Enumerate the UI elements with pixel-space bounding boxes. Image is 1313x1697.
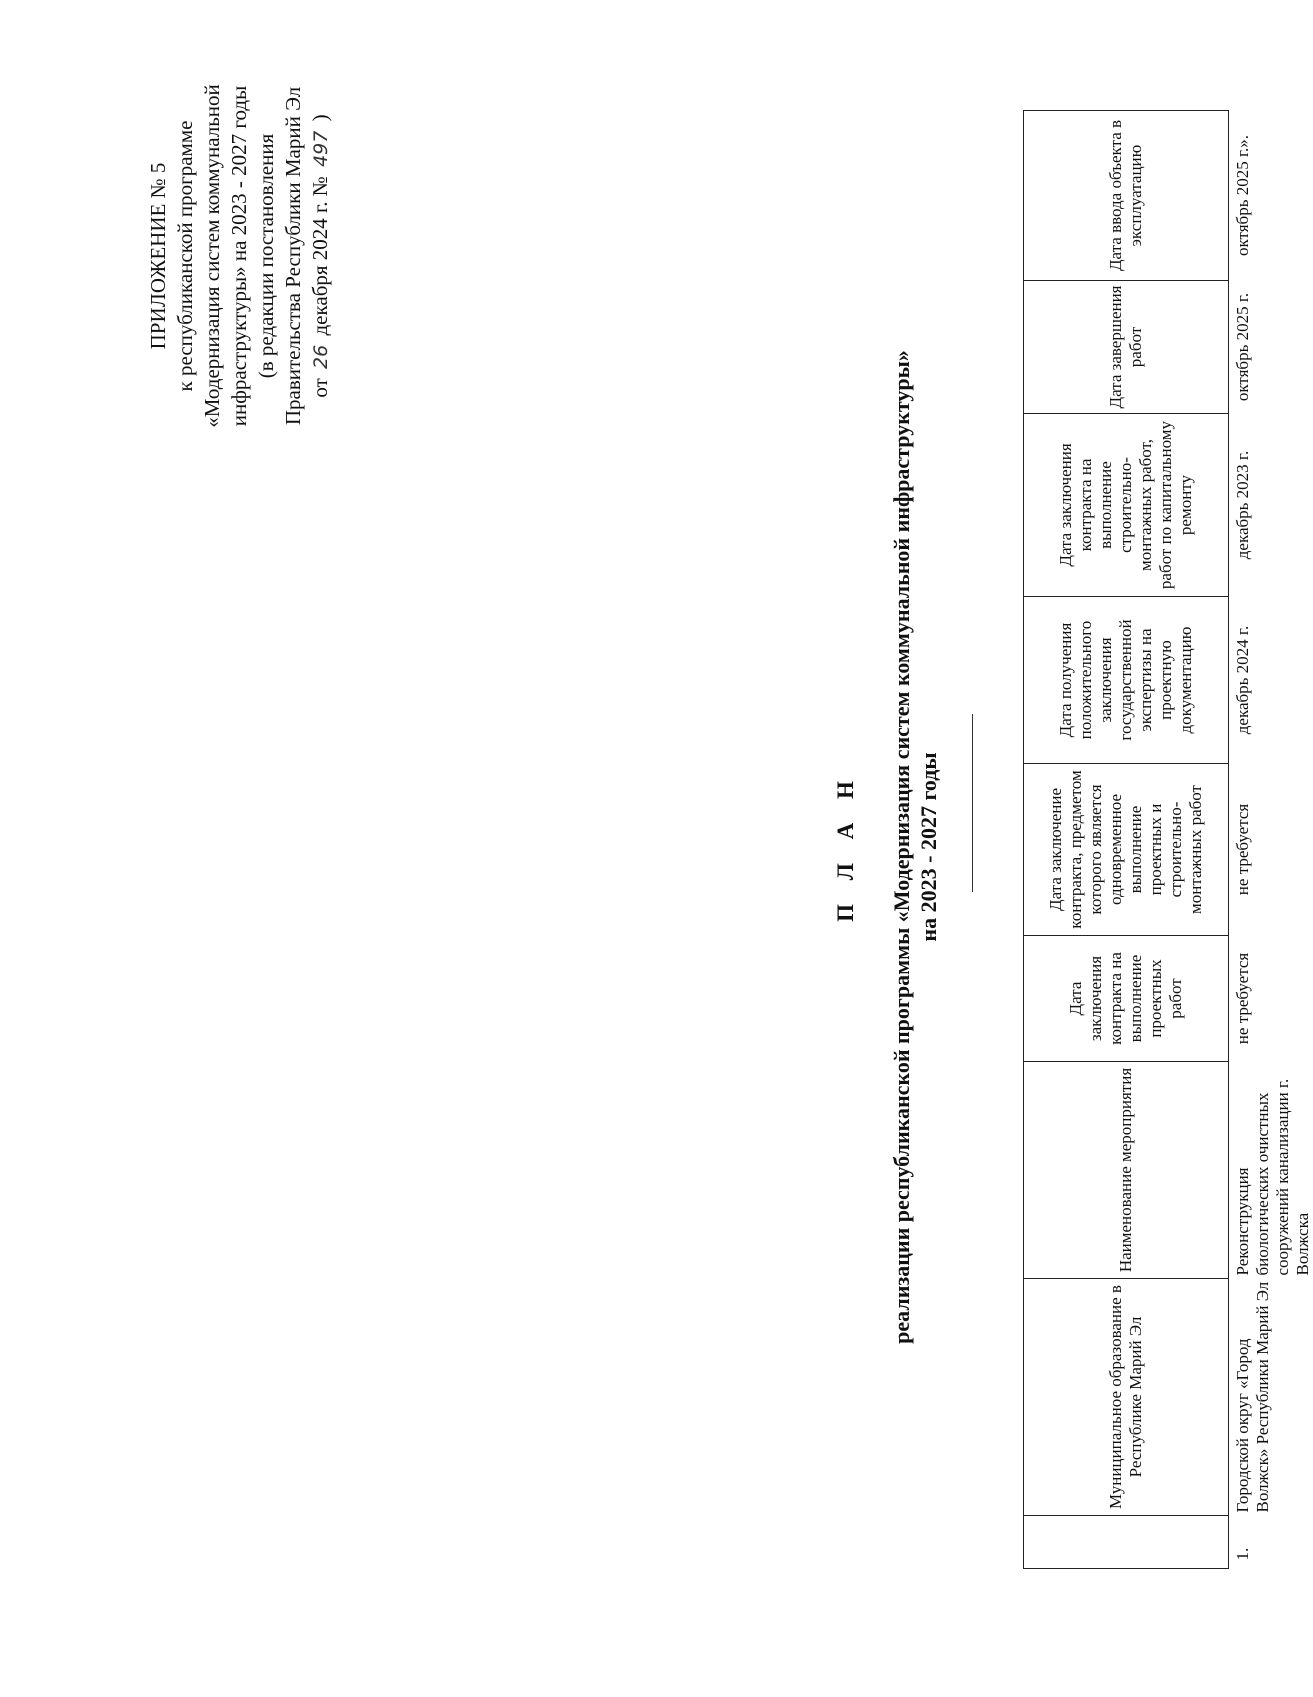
plan-title-block bbox=[830, 97, 942, 1597]
appendix-line: Правительства Республики Марий Эл bbox=[281, 86, 305, 426]
row-number: 1. bbox=[1229, 1516, 1313, 1569]
appendix-line: инфраструктуры» на 2023 - 2027 годы bbox=[227, 85, 251, 427]
header-event: Наименование мероприятия bbox=[1024, 1062, 1229, 1279]
appendix-title: ПРИЛОЖЕНИЕ № 5 bbox=[146, 162, 170, 350]
plan-heading: П Л А Н bbox=[833, 772, 858, 922]
header-construction-contract: Дата заключения контракта на выполнение строительно-монтажных работ, работ по капитальному ремонту bbox=[1024, 414, 1229, 597]
appendix-line: «Модернизация систем коммунальной bbox=[200, 84, 224, 428]
plan-years: на 2023 - 2027 годы bbox=[916, 752, 941, 942]
row-completion: октябрь 2025 г. bbox=[1229, 281, 1313, 414]
row-commissioning: октябрь 2025 г.». bbox=[1229, 111, 1313, 281]
header-expertise: Дата получения положительного заключения государственной экспертизы на проектную документацию bbox=[1024, 597, 1229, 764]
header-commissioning: Дата ввода объекта в эксплуатацию bbox=[1024, 111, 1229, 281]
row-construction-contract: декабрь 2023 г. bbox=[1229, 414, 1313, 597]
closing-rule bbox=[972, 714, 973, 892]
row-expertise: декабрь 2024 г. bbox=[1229, 597, 1313, 764]
table-header-row bbox=[1024, 111, 1229, 1569]
row-combined-contract: не требуется bbox=[1229, 764, 1313, 936]
header-combined-contract: Дата заключение контракта, предметом которого является одновременное выполнение проектных и строительно-монтажных работ bbox=[1024, 764, 1229, 936]
appendix-line: к республиканской программе bbox=[173, 120, 197, 392]
header-municipality: Муниципальное образование в Республике Марий Эл bbox=[1024, 1279, 1229, 1516]
row-municipality: Городской округ «Город Волжск» Республики Марий Эл bbox=[1229, 1279, 1313, 1516]
decree-number: 497 bbox=[310, 130, 332, 167]
date-day: 26 bbox=[310, 344, 332, 369]
plan-subtitle: реализации республиканской программы «Модернизация систем коммунальной инфраструктуры» bbox=[889, 350, 914, 1344]
header-completion: Дата завершения работ bbox=[1024, 281, 1229, 414]
date-month-year: декабря 2024 г. № bbox=[308, 176, 332, 336]
header-number bbox=[1024, 1516, 1229, 1569]
appendix-line: (в редакции постановления bbox=[254, 133, 278, 379]
table-row bbox=[1229, 111, 1313, 1569]
plan-table bbox=[1023, 110, 1313, 1569]
header-design-contract: Дата заключения контракта на выполнение проектных работ bbox=[1024, 936, 1229, 1062]
appendix-date-line bbox=[307, 41, 335, 471]
row-design-contract: не требуется bbox=[1229, 936, 1313, 1062]
row-event: Реконструкция биологических очистных сооружений канализации г. Волжска bbox=[1229, 1062, 1313, 1279]
date-suffix: ) bbox=[308, 114, 332, 122]
date-prefix: от bbox=[308, 378, 332, 398]
appendix-header bbox=[145, 41, 335, 471]
